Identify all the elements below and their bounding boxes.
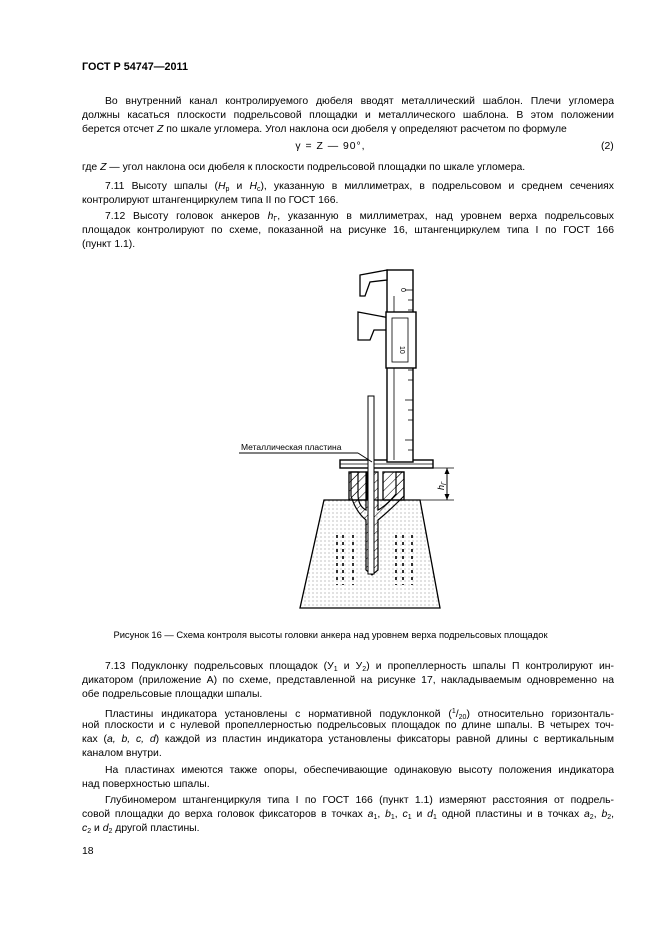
where-line: где Z — угол наклона оси дюбеля к плоскости подрельсовой площадки по шкале угломера. bbox=[82, 162, 526, 173]
intro-line-3: берется отсчет Z по шкале угломера. Угол наклона оси дюбеля γ определяют расчетом по формуле bbox=[82, 124, 567, 135]
para-7-13-line-3: обе подрельсовые площадки шпалы. bbox=[82, 689, 263, 700]
scale-label-top: 0 bbox=[399, 288, 406, 292]
intro-line-2: должны касаться плоскости подрельсовой площадки и металлического шаблона. В этом положении bbox=[82, 110, 614, 121]
page-number: 18 bbox=[82, 846, 94, 857]
supports-line-2: над поверхностью шпалы. bbox=[82, 779, 210, 790]
plates-line-4: каналом внутри. bbox=[82, 748, 162, 759]
plates-line-1: Пластины индикатора установлены с нормативной подуклонкой $(^1/_{20})$ относительно горизонталь- bbox=[105, 708, 614, 721]
plates-line-2: ной плоскости и с нулевой пропеллерностью подрельсовых площадок по длине шпалы. В четырех точ- bbox=[82, 720, 614, 731]
para-7-13-line-2: дикатором (приложение А) по схеме, представленной на рисунке 17, накладываемым одновременно на bbox=[82, 675, 614, 686]
para-7-12-line-3: (пункт 1.1). bbox=[82, 239, 136, 250]
caliper-top-jaw bbox=[360, 270, 387, 296]
para-7-13-line-1: 7.13 Подуклонку подрельсовых площадок ($У_1$ и $У_2$) и пропеллерность шпалы П контролируют ин- bbox=[105, 661, 614, 673]
depth-line-2: совой площадки до верха головок фиксаторов в точках $a_1$, $b_1$, $c_1$ и $d_1$ одной пластины и в точках $a_2$, $b_2$, bbox=[82, 809, 615, 821]
caliper-slide-jaw bbox=[358, 312, 390, 340]
dimension-label: $h_Г$ bbox=[436, 481, 448, 490]
document-header: ГОСТ Р 54747—2011 bbox=[82, 61, 188, 73]
anchor-head-right bbox=[383, 472, 404, 500]
para-7-12-line-1: 7.12 Высоту головок анкеров $h_Г$, указанную в миллиметрах, над уровнем верха подрельсовых bbox=[105, 211, 614, 223]
para-7-11-line-2: контролируют штангенциркулем типа II по ГОСТ 166. bbox=[82, 195, 339, 206]
intro-line-1: Во внутренний канал контролируемого дюбеля вводят металлический шаблон. Плечи угломера bbox=[105, 96, 614, 107]
plate-label: Металлическая пластина bbox=[241, 442, 342, 452]
plates-line-3: ках (a, b, c, d) каждой из пластин индикатора установлены фиксаторы равной длины с вертикальным bbox=[82, 734, 614, 745]
formula-number: (2) bbox=[601, 141, 614, 152]
para-7-11-line-1: 7.11 Высоту шпалы ($H_р$ и $H_с$), указанную в миллиметрах, в подрельсовом и среднем сечениях bbox=[105, 181, 614, 193]
anchor-head-left bbox=[349, 472, 367, 500]
para-7-12-line-2: площадок контролируют по схеме, показанной на рисунке 16, штангенциркулем типа I по ГОСТ 166 bbox=[82, 225, 614, 236]
depth-line-1: Глубиномером штангенциркуля типа I по ГОСТ 166 (пункт 1.1) измеряют расстояния от подрель- bbox=[105, 795, 614, 806]
caliper-depth-rod bbox=[368, 396, 374, 574]
figure-caption: Рисунок 16 — Схема контроля высоты головки анкера над уровнем верха подрельсовых площадок bbox=[113, 629, 548, 640]
supports-line-1: На пластинах имеются также опоры, обеспечивающие одинаковую высоту положения индикатора bbox=[105, 765, 614, 776]
depth-line-3: $c_2$ и $d_2$ другой пластины. bbox=[82, 823, 200, 835]
scale-label-vernier: 10 bbox=[398, 346, 405, 354]
formula-2: γ = Z — 90°, bbox=[295, 141, 366, 152]
caliper-vernier bbox=[386, 312, 416, 368]
